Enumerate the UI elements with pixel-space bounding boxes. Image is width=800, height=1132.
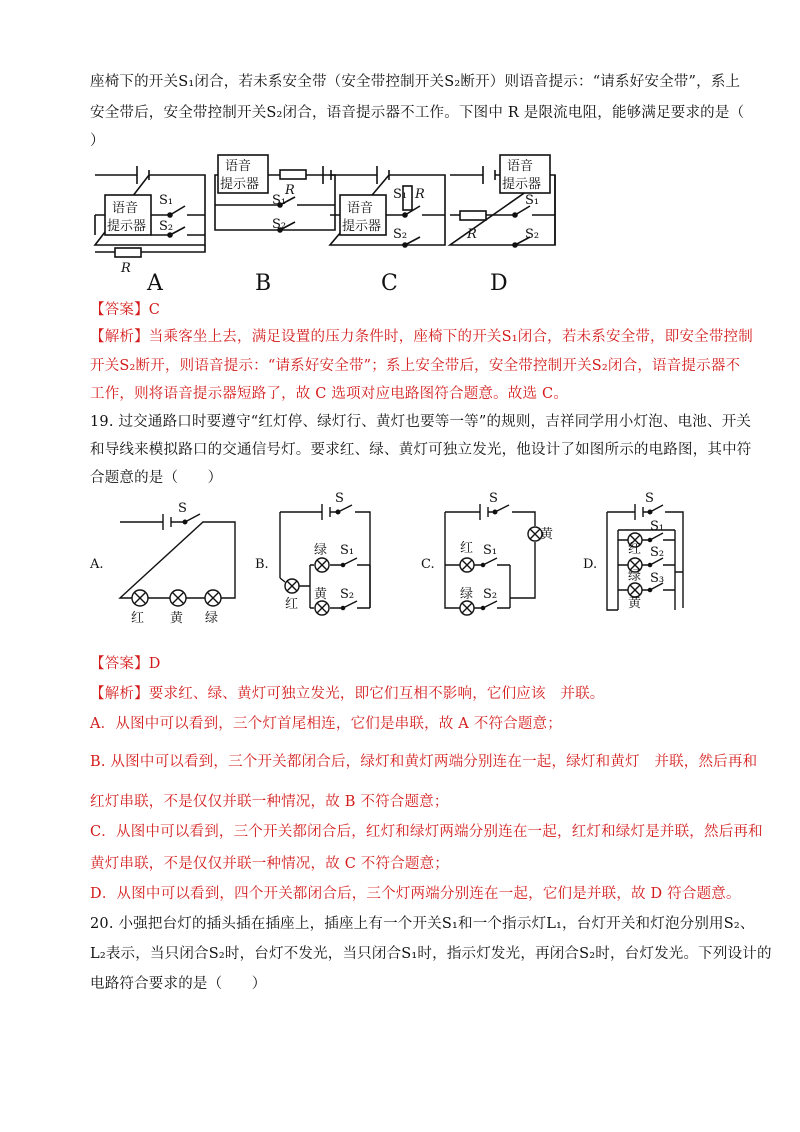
q19-b-green: 绿 [314,543,328,558]
q19-d-s: S [645,491,654,506]
q19-c-s1: S₁ [483,543,498,558]
q18-option-c: C [381,271,398,295]
q19-text-line-1: 19. 过交通路口时要遵守“红灯停、绿灯行、黄灯也要等一等”的规则，吉祥同学用小灯泡、电池、开关 [90,414,752,430]
q19-b-s2: S₂ [340,587,355,602]
q18-option-b: B [255,271,272,295]
q19-c-s2: S₂ [483,587,498,602]
q18-option-a: A [147,271,163,295]
q18-d-s2: S₂ [525,227,540,242]
q19-analysis-line-5: C．从图中可以看到，三个开关都闭合后，红灯和绿灯两端分别连在一起，红灯和绿灯是并联，然后再和 [90,824,763,840]
q19-circuit-figures [85,490,705,630]
q19-analysis-line-7: D．从图中可以看到，四个开关都闭合后，三个灯两端分别连在一起，它们是并联，故 D 符合题意。 [90,886,741,902]
q19-a-red: 红 [131,611,145,626]
q18-d-box-label-2: 提示器 [502,177,542,192]
q18-d-r: R [467,227,477,242]
q18-a-r: R [121,261,131,276]
q18-c-s1: S₁ [393,187,408,202]
q19-analysis-line-4: 红灯串联，不是仅仅并联一种情况，故 B 不符合题意； [90,794,449,810]
q18-option-d: D [490,271,508,295]
q19-c-yellow: 黄 [540,527,554,542]
q18-analysis-line-1: 【解析】当乘客坐上去，满足设置的压力条件时，座椅下的开关S₁闭合，若未系安全带，即安全带控制 [90,329,753,345]
q19-d-green: 绿 [628,569,642,584]
q19-answer: 【答案】D [90,656,161,672]
q19-option-c: C. [421,557,435,572]
q19-d-red: 红 [628,542,642,557]
q18-b-r: R [285,183,295,198]
q18-b-box-label-2: 提示器 [220,177,260,192]
q19-analysis-line-6: 黄灯串联，不是仅仅并联一种情况，故 C 不符合题意； [90,856,450,872]
q19-circuit-a [120,514,235,606]
q19-option-a: A. [90,557,104,572]
q19-circuit-d [607,504,683,610]
q18-b-box-label-1: 语音 [225,159,252,174]
q19-d-s1: S₁ [650,519,665,534]
q19-d-s3: S₃ [650,571,665,586]
q19-a-s: S [178,501,187,516]
q19-analysis-line-1: 【解析】要求红、绿、黄灯可独立发光，即它们互相不影响，它们应该 并联。 [90,686,605,702]
q19-analysis-line-2: A．从图中可以看到，三个灯首尾相连，它们是串联，故 A 不符合题意； [90,716,562,732]
q18-c-s2: S₂ [393,227,408,242]
q19-option-b: B. [255,557,269,572]
q18-c-box-label-1: 语音 [347,201,374,216]
q19-text-line-2: 和导线来模拟路口的交通信号灯。要求红、绿、黄灯可独立发光，他设计了如图所示的电路图，其中符 [90,442,752,458]
q20-text-line-3: 电路符合要求的是（ ） [90,976,267,992]
q18-b-s2: S₂ [272,217,287,232]
q19-analysis-line-3: B. 从图中可以看到，三个开关都闭合后，绿灯和黄灯两端分别连在一起，绿灯和黄灯 并联，然后再和 [90,754,758,770]
q20-text-line-2: L₂表示，当只闭合S₂时，台灯不发光，当只闭合S₁时，指示灯发光，再闭合S₂时，台灯发光。下列设计的 [90,946,772,962]
q19-b-s1: S₁ [340,543,355,558]
q18-a-s1: S₁ [159,193,174,208]
q19-text-line-3: 合题意的是（ ） [90,470,223,486]
q18-d-box-label-1: 语音 [507,159,534,174]
q18-text-line-3: ） [90,133,105,149]
q19-b-red: 红 [285,597,299,612]
q18-text-line-1: 座椅下的开关S₁闭合，若未系安全带（安全带控制开关S₂断开）则语音提示：“请系好安全带”，系上 [90,74,741,90]
q18-b-s1: S₁ [272,193,287,208]
q19-c-s: S [489,491,498,506]
q18-c-r: R [415,187,425,202]
q19-a-green: 绿 [205,611,219,626]
q18-a-box-label-1: 语音 [112,201,139,216]
q19-b-yellow: 黄 [314,587,328,602]
q18-a-s2: S₂ [159,219,174,234]
q18-text-line-2: 安全带后，安全带控制开关S₂闭合，语音提示器不工作。下图中 R 是限流电阻，能够满足要求的是（ [90,105,745,121]
q18-a-box-label-2: 提示器 [107,219,147,234]
q19-b-s: S [335,491,344,506]
q19-d-yellow: 黄 [628,596,642,611]
q19-c-green: 绿 [460,587,474,602]
q18-answer: 【答案】C [90,302,161,318]
q18-c-box-label-2: 提示器 [342,219,382,234]
q18-circuit-figures [85,150,565,295]
q19-a-yellow: 黄 [170,611,184,626]
q19-d-s2: S₂ [650,545,665,560]
q20-text-line-1: 20. 小强把台灯的插头插在插座上，插座上有一个开关S₁和一个指示灯L₁，台灯开关和灯泡分别用S₂、 [90,916,755,932]
q18-analysis-line-2: 开关S₂断开，则语音提示：“请系好安全带”；系上安全带后，安全带控制开关S₂闭合，语音提示器不 [90,358,741,374]
q18-circuit-d [450,155,555,247]
q18-analysis-line-3: 工作，则将语音提示器短路了，故 C 选项对应电路图符合题意。故选 C。 [90,386,569,402]
q19-c-red: 红 [460,541,474,556]
q18-d-s1: S₁ [525,193,540,208]
q19-option-d: D. [583,557,598,572]
